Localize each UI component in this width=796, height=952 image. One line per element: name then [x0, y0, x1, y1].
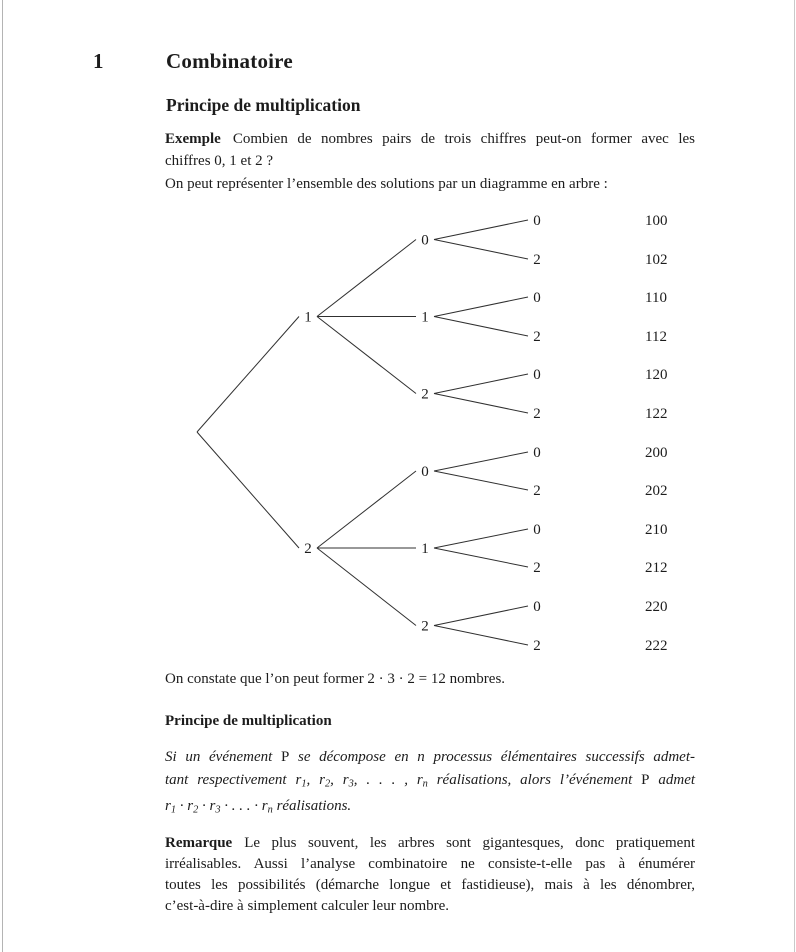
- tree-result-number: 112: [645, 329, 667, 346]
- tree-node-label: 2: [421, 386, 429, 403]
- text-segment: ,: [330, 772, 343, 788]
- tree-intro-text: On peut représenter l’ensemble des solutions par un diagramme en arbre :: [165, 176, 608, 192]
- tree-result-number: 100: [645, 213, 668, 230]
- text-segment: ·: [176, 798, 188, 815]
- tree-branch-line: [317, 471, 416, 548]
- text-segment: c’est-à-dire à simplement calculer leur nombre.: [165, 898, 450, 914]
- tree-branch-line: [197, 317, 299, 433]
- text-segment: 1: [301, 778, 307, 790]
- tree-branch-line: [434, 529, 528, 548]
- tree-branch-line: [317, 548, 416, 626]
- tree-branch-line: [434, 471, 528, 490]
- text-segment: réalisations, alors l’événement: [427, 772, 642, 788]
- subsection-heading: Principe de multiplication: [166, 95, 361, 115]
- text-segment: tant respectivement: [165, 772, 296, 788]
- tree-node-label: 1: [421, 541, 429, 558]
- principle-heading: Principe de multiplication: [165, 713, 332, 729]
- text-line: [165, 150, 695, 172]
- tree-result-number: 212: [645, 560, 668, 577]
- text-line: [165, 833, 695, 854]
- tree-result-number: 102: [645, 252, 668, 269]
- text-segment: Si un événement: [165, 749, 281, 765]
- tree-node-label: 2: [421, 618, 429, 635]
- section-number: 1: [93, 49, 104, 73]
- text-segment: r: [165, 798, 171, 815]
- text-segment: P: [280, 749, 290, 765]
- tree-branch-line: [317, 240, 416, 317]
- tree-node-label: 0: [421, 464, 429, 481]
- text-line: [165, 896, 695, 917]
- section-title: Combinatoire: [166, 49, 293, 73]
- tree-branch-line: [434, 548, 528, 567]
- text-segment: r: [342, 772, 349, 788]
- tree-leaf-label: 2: [533, 638, 541, 655]
- text-segment: r: [209, 798, 216, 815]
- tree-node-label: 1: [421, 309, 429, 326]
- tree-branch-line: [434, 452, 528, 471]
- text-segment: r: [295, 772, 302, 788]
- text-segment: toutes les possibilités (démarche longue et fastidieuse), mais à les dénombrer,: [165, 877, 695, 893]
- tree-result-number: 200: [645, 445, 668, 462]
- text-segment: r: [319, 772, 325, 788]
- tree-result-number: 222: [645, 638, 668, 655]
- text-segment: 2: [193, 804, 199, 816]
- tree-branch-line: [434, 220, 528, 240]
- tree-leaf-label: 2: [533, 560, 541, 577]
- text-segment: 1: [170, 804, 177, 816]
- text-segment: r: [187, 798, 194, 815]
- tree-branch-line: [434, 606, 528, 626]
- tree-node-label: 2: [304, 541, 312, 558]
- text-line: [165, 128, 695, 150]
- page-right-border: [794, 0, 795, 952]
- text-segment: n: [417, 749, 425, 765]
- tree-branch-line: [434, 394, 528, 414]
- tree-result-number: 120: [645, 367, 668, 384]
- conclusion-text: On constate que l’on peut former 2 · 3 · 2 = 12 nombres.: [165, 671, 506, 687]
- text-segment: n: [422, 778, 428, 790]
- tree-branch-line: [197, 432, 299, 548]
- text-segment: 2: [324, 778, 331, 790]
- text-line: [165, 875, 695, 896]
- principle-statement: [165, 746, 695, 822]
- tree-leaf-label: 0: [533, 213, 541, 230]
- tree-result-number: 220: [645, 599, 668, 616]
- text-segment: · . . . ·: [220, 798, 262, 815]
- text-segment: ·: [198, 798, 210, 815]
- text-segment: processus élémentaires successifs admet-: [424, 749, 695, 765]
- tree-result-number: 110: [645, 290, 667, 307]
- text-segment: 3: [215, 804, 221, 816]
- tree-branch-line: [434, 297, 528, 317]
- tree-branch-line: [434, 240, 528, 260]
- tree-leaf-label: 2: [533, 483, 541, 500]
- tree-result-number: 122: [645, 406, 668, 423]
- text-segment: P: [641, 772, 650, 788]
- page-left-border: [2, 0, 3, 952]
- tree-leaf-label: 0: [533, 599, 541, 616]
- text-segment: n: [267, 804, 273, 816]
- text-segment: 3: [348, 778, 354, 790]
- tree-branch-line: [317, 317, 416, 394]
- text-line: [165, 769, 695, 795]
- text-segment: chiffres 0, 1 et 2 ?: [165, 153, 274, 169]
- tree-node-label: 0: [421, 232, 429, 249]
- tree-leaf-label: 2: [533, 329, 541, 346]
- text-segment: réalisations.: [272, 798, 352, 815]
- tree-leaf-label: 2: [533, 406, 541, 423]
- tree-result-number: 210: [645, 522, 668, 539]
- text-segment: ,: [306, 772, 320, 788]
- text-segment: r: [416, 772, 423, 788]
- tree-branch-line: [434, 317, 528, 337]
- tree-branch-line: [434, 374, 528, 394]
- text-segment: , . . . ,: [353, 772, 417, 788]
- tree-result-number: 202: [645, 483, 668, 500]
- example-paragraph: [165, 128, 695, 172]
- text-segment: se décompose en: [289, 749, 418, 765]
- tree-leaf-label: 0: [533, 290, 541, 307]
- text-segment: r: [261, 798, 268, 815]
- tree-leaf-label: 0: [533, 445, 541, 462]
- text-segment: Le plus souvent, les arbres sont gigantesques, donc pratiquement: [244, 835, 695, 851]
- text-segment: irréalisables. Aussi l’analyse combinatoire ne consiste-t-elle pas à énumérer: [165, 856, 695, 872]
- tree-leaf-label: 2: [533, 252, 541, 269]
- text-segment: Remarque: [165, 835, 233, 851]
- tree-node-label: 1: [304, 309, 312, 326]
- text-segment: Exemple: [165, 131, 221, 147]
- tree-branch-line: [434, 626, 528, 646]
- remark-paragraph: [165, 833, 695, 917]
- tree-leaf-label: 0: [533, 367, 541, 384]
- text-line: [165, 795, 695, 821]
- text-segment: Combien de nombres pairs de trois chiffres peut-on former avec les: [232, 131, 695, 147]
- text-line: [165, 854, 695, 875]
- text-line: [165, 746, 695, 769]
- text-segment: admet: [649, 772, 696, 788]
- section-heading: [93, 51, 293, 72]
- tree-leaf-label: 0: [533, 522, 541, 539]
